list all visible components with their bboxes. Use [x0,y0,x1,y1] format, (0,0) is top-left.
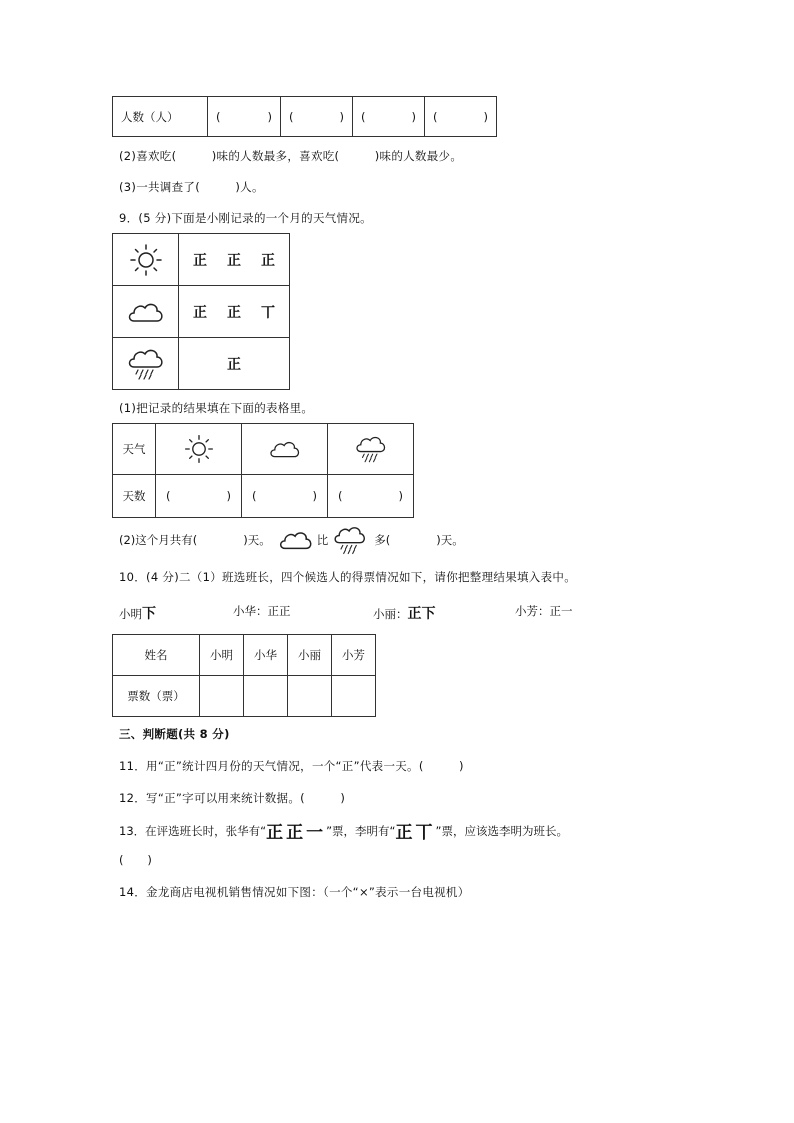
q10-candidates [119,603,719,623]
cloud-icon [126,298,166,326]
q8-part3: (3)一共调查了( )人。 [119,180,264,194]
q9-tally-sun-cell [113,234,179,286]
rain-icon [354,434,388,464]
q14: 14．金龙商店电视机销售情况如下图：（一个“×”表示一台电视机） [119,885,470,899]
q9-weather-label: 天气 [113,424,156,475]
q9-sun-col [156,424,242,475]
q9-result-table [112,423,414,518]
q8-part2: (2)喜欢吃( )味的人数最多，喜欢吃( )味的人数最少。 [119,149,463,163]
q13-tally-zhanghua: 正正一 [266,823,327,843]
q10-header-xiaohua: 小华 [244,635,288,676]
section3-heading: 三、判断题(共 8 分) [119,727,230,741]
q10-votes-xiaohua[interactable] [244,676,288,717]
q8-blank-4[interactable]: ( ) [425,97,497,137]
q13-text-c: ”票，应该选李明为班长。 [435,823,568,838]
q10-candidate-3: 小丽：正下 [373,606,436,622]
q8-row-label: 人数（人） [113,97,208,137]
q10-header-name: 姓名 [113,635,200,676]
q10-votes-xiaoli[interactable] [288,676,332,717]
q9-part2 [119,523,464,557]
q10-candidate-1: 小明下 [119,606,156,622]
q9-tally-table [112,233,290,390]
q8-blank-2[interactable]: ( ) [281,97,353,137]
q9-part1: (1)把记录的结果填在下面的表格里。 [119,401,314,415]
q9-tally-rain-cell [113,338,179,390]
q9-days-label: 天数 [113,475,156,518]
q13 [119,818,568,843]
cloud-icon [268,437,302,461]
q10-header-xiaofang: 小芳 [332,635,376,676]
rain-icon [332,524,368,556]
q10-vote-table [112,634,376,717]
q9-tally-sun-marks: 正 正 正 [179,234,290,286]
cloud-icon [277,527,315,553]
q10-candidate-4: 小芳：正一 [515,604,573,618]
q10-votes-label: 票数（票） [113,676,200,717]
q12: 12．写“正”字可以用来统计数据。( ) [119,791,346,805]
q9-days-sun-blank[interactable]: ( ) [156,475,242,518]
q13-text-b: ”票，李明有“ [326,823,396,838]
q10-header-xiaoming: 小明 [200,635,244,676]
q13-tally-liming: 正丅 [395,823,436,843]
q10-candidate-2: 小华：正正 [233,604,291,618]
q9-tally-rain-marks: 正 [179,338,290,390]
q9-days-rain-blank[interactable]: ( ) [328,475,414,518]
q9-part2-text-c: 多( )天。 [374,533,464,547]
q13-text-a: 13．在评选班长时，张华有“ [119,823,267,838]
q11: 11．用“正”统计四月份的天气情况，一个“正”代表一天。( ) [119,759,464,773]
q9-part2-text-a: (2)这个月共有( )天。 [119,533,271,547]
q9-tally-cloud-cell [113,286,179,338]
sun-icon [183,433,215,465]
q9-rain-col [328,424,414,475]
rain-icon [126,347,166,381]
q10-title: 10．(4 分)二（1）班选班长，四个候选人的得票情况如下，请你把整理结果填入表中。 [119,570,576,584]
q13-answer-paren[interactable]: ( ) [119,853,153,867]
q10-votes-xiaoming[interactable] [200,676,244,717]
sun-icon [128,242,164,278]
q9-cloud-col [242,424,328,475]
q9-part2-text-b: 比 [316,533,329,547]
q9-title: 9．(5 分)下面是小刚记录的一个月的天气情况。 [119,211,372,225]
q8-blank-1[interactable]: ( ) [208,97,281,137]
q8-blank-3[interactable]: ( ) [353,97,425,137]
q9-days-cloud-blank[interactable]: ( ) [242,475,328,518]
q9-tally-cloud-marks: 正 正 丅 [179,286,290,338]
q8-people-table [112,96,497,137]
q10-votes-xiaofang[interactable] [332,676,376,717]
q10-header-xiaoli: 小丽 [288,635,332,676]
